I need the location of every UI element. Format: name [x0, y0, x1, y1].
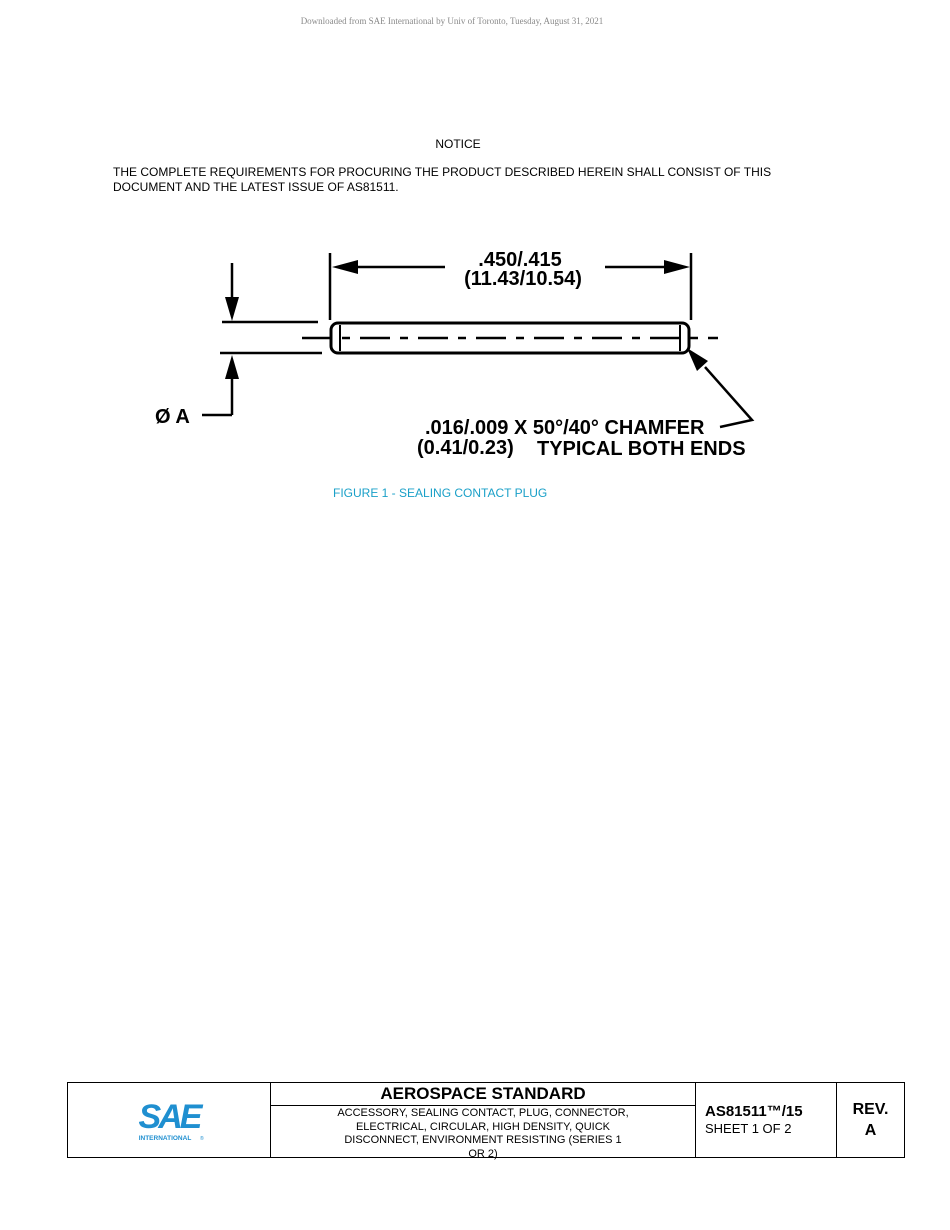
- document-number: AS81511™/15: [705, 1103, 803, 1120]
- chamfer-note-label: TYPICAL BOTH ENDS: [537, 438, 746, 460]
- diameter-arrowhead-top: [225, 297, 239, 321]
- standard-heading: AEROSPACE STANDARD: [271, 1083, 695, 1106]
- download-watermark: Downloaded from SAE International by Univ of Toronto, Tuesday, August 31, 2021: [300, 16, 604, 26]
- chamfer-leader: [705, 367, 752, 427]
- revision-cell: [837, 1083, 904, 1157]
- length-inches-label: .450/.415: [478, 249, 562, 271]
- length-arrowhead-left: [332, 260, 358, 274]
- title-block: [67, 1082, 905, 1158]
- standard-description: ACCESSORY, SEALING CONTACT, PLUG, CONNECTOR, ELECTRICAL, CIRCULAR, HIGH DENSITY, QUICK DISCONNECT, ENVIRONMENT RESISTING (SERIES 1 OR 2): [337, 1107, 629, 1160]
- length-arrowhead-right: [664, 260, 690, 274]
- chamfer-spec-label: .016/.009 X 50°/40° CHAMFER: [425, 417, 705, 439]
- notice-text: THE COMPLETE REQUIREMENTS FOR PROCURING THE PRODUCT DESCRIBED HEREIN SHALL CONSIST OF THIS DOCUMENT AND THE LATEST ISSUE OF AS81511.: [113, 165, 772, 194]
- length-mm-label: (11.43/10.54): [464, 268, 582, 290]
- notice-title: NOTICE: [435, 137, 481, 151]
- figure-caption: FIGURE 1 - SEALING CONTACT PLUG: [333, 486, 548, 500]
- sae-logo-registered-mark: ®: [200, 1136, 204, 1142]
- diameter-label: Ø A: [155, 406, 190, 428]
- sae-logo-wordmark: SAE: [138, 1098, 200, 1136]
- revision-value: A: [864, 1122, 877, 1139]
- sae-logo: [129, 1097, 209, 1143]
- diameter-arrowhead-bottom: [225, 355, 239, 379]
- sheet-number: SHEET 1 OF 2: [705, 1121, 792, 1136]
- title-cell: [271, 1083, 696, 1160]
- sealing-contact-plug-drawing: [140, 245, 780, 475]
- revision-label: REV.: [852, 1101, 889, 1118]
- sae-logo-subtitle: INTERNATIONAL: [138, 1135, 192, 1142]
- document-number-cell: [696, 1083, 837, 1157]
- sae-logo-cell: [68, 1083, 271, 1157]
- chamfer-mm-label: (0.41/0.23): [417, 437, 514, 459]
